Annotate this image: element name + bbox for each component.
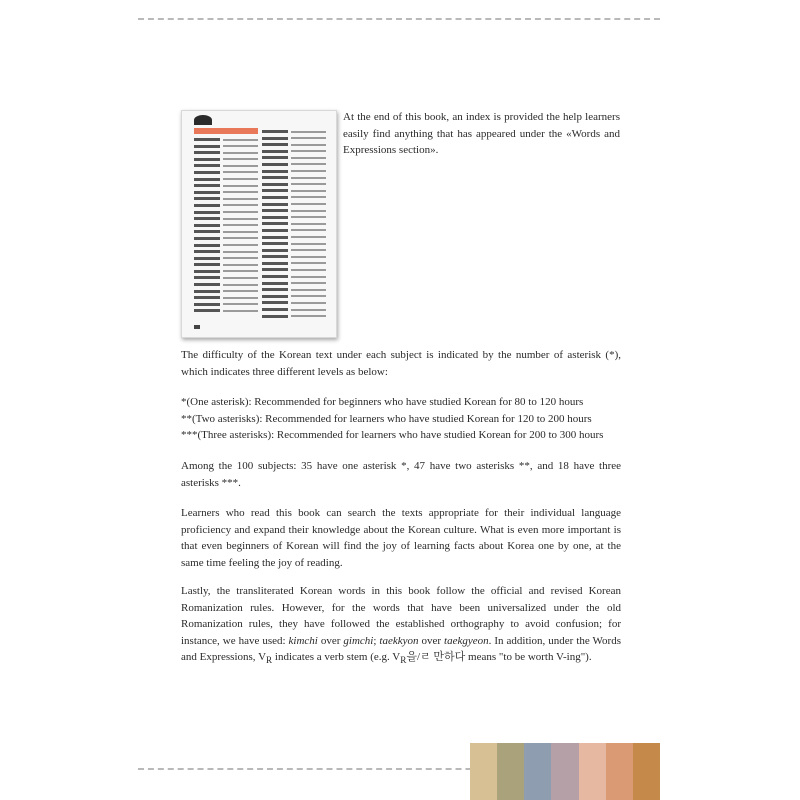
index-entry-line <box>194 183 258 188</box>
index-entry-line <box>262 215 326 220</box>
difficulty-levels-list <box>181 394 621 444</box>
intro-paragraph: At the end of this book, an index is provided the help learners easily find anything that has appeared under the «Words and Expressions section». <box>343 111 620 156</box>
index-entry-line <box>194 249 258 254</box>
index-entry-line <box>194 302 258 307</box>
index-entry-line <box>262 294 326 299</box>
index-entry-line <box>262 142 326 147</box>
index-entry-line <box>262 149 326 154</box>
index-entry-line <box>194 282 258 287</box>
index-entry-line <box>194 170 258 175</box>
index-entry-line <box>262 261 326 266</box>
index-entry-line <box>262 129 326 134</box>
index-entry-line <box>194 223 258 228</box>
term-gimchi: gimchi <box>343 634 374 647</box>
korean-pattern: 을/ㄹ 만하다 <box>406 651 466 663</box>
index-entry-line <box>194 256 258 261</box>
index-entry-line <box>262 287 326 292</box>
index-entry-line <box>262 169 326 174</box>
term-taekkyon: taekkyon <box>379 634 419 647</box>
index-entry-line <box>194 262 258 267</box>
index-entry-line <box>194 243 258 248</box>
romanization-text-2: . In addition, under the Words and Expressions, V <box>181 634 622 663</box>
index-entry-line <box>194 144 258 149</box>
index-entry-line <box>262 267 326 272</box>
level-three-asterisks: ***(Three asterisks): Recommended for learners who have studied Korean for 200 to 300 hours <box>181 429 604 441</box>
romanization-text-4: means "to be worth V-ing"). <box>465 651 592 663</box>
fabric-swatch <box>470 743 497 800</box>
learners-paragraph: Learners who read this book can search the texts appropriate for their individual language proficiency and expand their knowledge about the Korean culture. What is even more important is that even beginners of Korean will find the joy of learning facts about Korea one by one, at the same time feeling the joy of reading. <box>181 507 621 569</box>
fabric-swatch <box>497 743 524 800</box>
index-entry-line <box>262 314 326 319</box>
index-entry-line <box>194 177 258 182</box>
fabric-swatch <box>606 743 633 800</box>
romanization-text-1: Lastly, the transliterated Korean words in this book follow the official and revised Korean Romanization rules. However, for the words that have been universalized under the old Romanization rules, they have followed the established orthography to avoid confusion; for instance, we have used: <box>181 585 621 647</box>
index-badge-icon <box>194 115 212 125</box>
top-dashed-rule <box>138 18 660 20</box>
index-entry-line <box>262 136 326 141</box>
index-entry-line <box>194 269 258 274</box>
separator: ; <box>373 634 380 647</box>
index-entry-line <box>262 241 326 246</box>
index-entry-line <box>262 254 326 259</box>
index-header-band <box>194 128 258 134</box>
index-entry-line <box>194 229 258 234</box>
index-entry-line <box>194 196 258 201</box>
index-entry-line <box>262 228 326 233</box>
level-one-asterisk: *(One asterisk): Recommended for beginners who have studied Korean for 80 to 120 hours <box>181 396 584 408</box>
index-entry-line <box>262 208 326 213</box>
index-entry-line <box>262 155 326 160</box>
romanization-paragraph <box>181 583 621 669</box>
index-entry-line <box>262 182 326 187</box>
index-entry-line <box>262 195 326 200</box>
index-entry-line <box>262 274 326 279</box>
index-entry-line <box>194 190 258 195</box>
subject-counts-paragraph: Among the 100 subjects: 35 have one asterisk *, 47 have two asterisks **, and 18 have three asterisks ***. <box>181 460 621 489</box>
index-entry-line <box>194 216 258 221</box>
index-entry-line <box>262 248 326 253</box>
index-page-thumbnail <box>181 110 337 338</box>
word-over-2: over <box>418 634 445 647</box>
verb-root-subscript-2: R <box>400 655 407 666</box>
verb-root-subscript-1: R <box>266 655 273 666</box>
fabric-swatch <box>524 743 551 800</box>
term-kimchi: kimchi <box>288 634 318 647</box>
index-entry-line <box>194 275 258 280</box>
fabric-swatch <box>579 743 606 800</box>
fabric-swatch-strip <box>470 743 660 800</box>
index-entry-line <box>194 210 258 215</box>
index-entry-line <box>262 281 326 286</box>
index-entry-line <box>262 221 326 226</box>
index-entry-line <box>194 137 258 142</box>
index-entry-line <box>194 163 258 168</box>
index-entry-line <box>262 162 326 167</box>
fabric-swatch <box>633 743 660 800</box>
term-taekgyeon: taekgyeon <box>444 634 489 647</box>
index-entry-line <box>262 300 326 305</box>
index-entry-line <box>262 188 326 193</box>
index-column-right <box>262 129 326 320</box>
index-entry-line <box>194 157 258 162</box>
index-entry-line <box>262 175 326 180</box>
difficulty-paragraph: The difficulty of the Korean text under each subject is indicated by the number of asterisk (*), which indicates three different levels as below: <box>181 349 621 378</box>
word-over-1: over <box>317 634 344 647</box>
index-column-left <box>194 137 258 315</box>
index-entry-line <box>262 235 326 240</box>
index-entry-line <box>194 236 258 241</box>
fabric-swatch <box>551 743 578 800</box>
level-two-asterisks: **(Two asterisks): Recommended for learners who have studied Korean for 120 to 200 hours <box>181 412 592 425</box>
index-entry-line <box>262 202 326 207</box>
index-entry-line <box>194 203 258 208</box>
index-entry-line <box>194 295 258 300</box>
index-entry-line <box>262 307 326 312</box>
index-entry-line <box>194 308 258 313</box>
romanization-text-3: indicates a verb stem (e.g. V <box>272 651 401 663</box>
index-entry-line <box>194 150 258 155</box>
index-entry-line <box>194 289 258 294</box>
index-page-marker <box>194 325 200 329</box>
